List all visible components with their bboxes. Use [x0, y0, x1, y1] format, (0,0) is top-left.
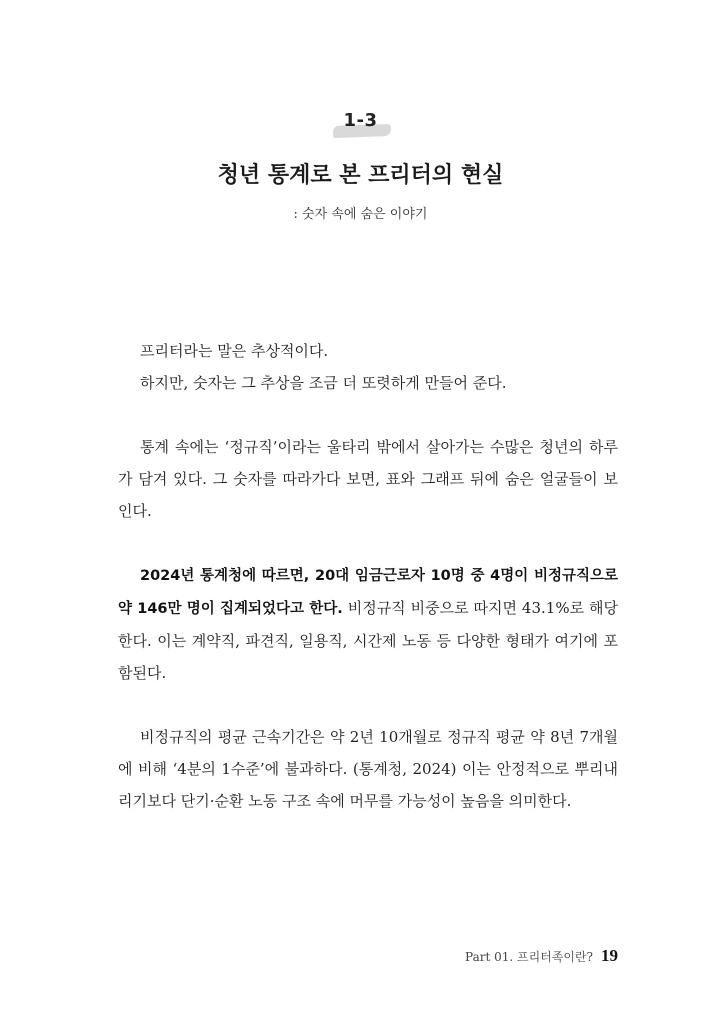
paragraph-2 [118, 431, 618, 527]
footer-part-label: Part 01. 프리터족이란? [465, 950, 593, 964]
paragraph-3 [118, 559, 618, 689]
paragraph-3-bold-text: 2024년 통계청에 따르면, 20대 임금근로자 10명 중 4명이 비정규직으로 약 146만 명이 집계되었다고 한다. [118, 568, 618, 617]
section-subtitle: : 숫자 속에 숨은 이야기 [293, 207, 428, 222]
paragraph-4-text: 비정규직의 평균 근속기간은 약 2년 10개월로 정규직 평균 약 8년 7개월에 비해 ‘4분의 1수준’에 불과하다. (통계청, 2024) 이는 안정적으로 뿌리내리기보다 단기·순환 노동 구조 속에 머무를 가능성이 높음을 의미한다. [118, 728, 618, 810]
paragraph-4 [118, 721, 618, 817]
paragraph-2-text: 통계 속에는 ‘정규직’이라는 울타리 밖에서 살아가는 수많은 청년의 하루가 담겨 있다. 그 숫자를 따라가다 보면, 표와 그래프 뒤에 숨은 얼굴들이 보인다. [118, 438, 618, 520]
paragraph-1-line-1: 프리터라는 말은 추상적이다. [140, 342, 329, 360]
page-footer [465, 946, 618, 966]
page-number: 19 [601, 946, 618, 965]
paragraph-1-line-2: 하지만, 숫자는 그 추상을 조금 더 또렷하게 만들어 준다. [140, 374, 507, 392]
body-text [118, 335, 618, 849]
paragraph-1 [118, 335, 618, 399]
section-number-wrapper [337, 110, 383, 131]
section-title: 청년 통계로 본 프리터의 현실 [217, 163, 504, 188]
section-number: 1-3 [343, 110, 378, 131]
section-tag [0, 110, 721, 131]
paragraph-3-text: 비정규직 비중으로 따지면 43.1%로 해당한다. 이는 계약직, 파견직, 일용직, 시간제 노동 등 다양한 형태가 여기에 포함된다. [118, 599, 618, 682]
